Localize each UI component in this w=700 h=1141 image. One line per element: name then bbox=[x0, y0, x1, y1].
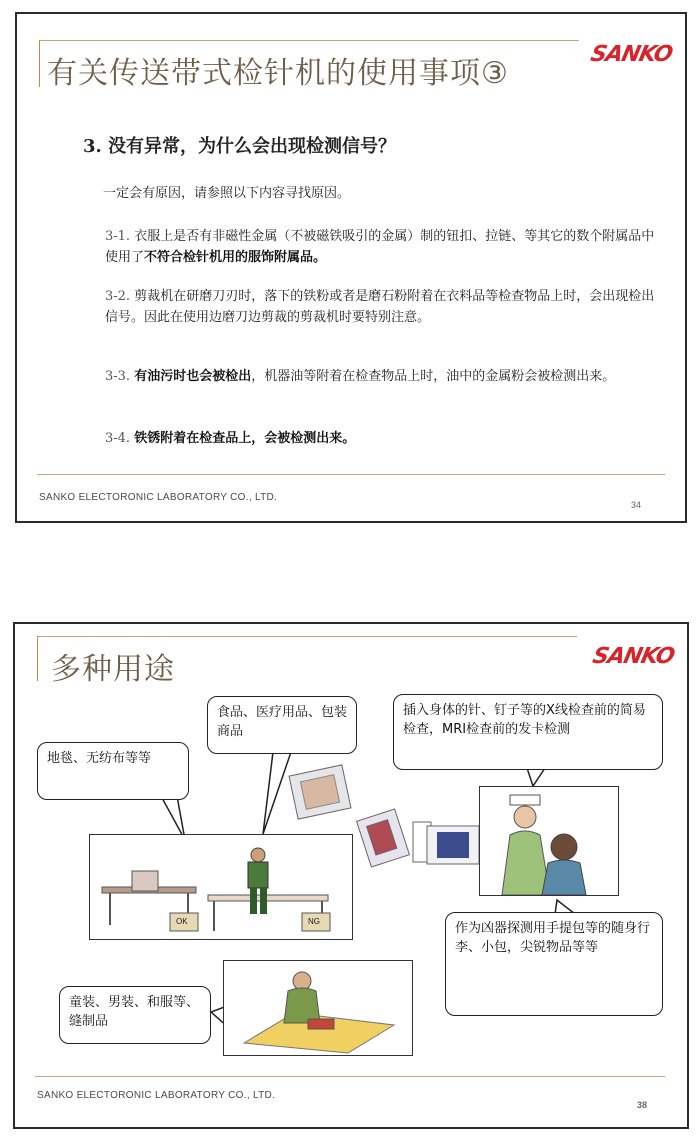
footer-rule bbox=[35, 1076, 665, 1077]
page-number: 38 bbox=[637, 1100, 648, 1110]
callout-carpet: 地毯、无纺布等等 bbox=[37, 742, 189, 800]
item-text: ，机器油等附着在检查物品上时，油中的金属粉会被检测出来。 bbox=[251, 369, 616, 384]
list-item bbox=[105, 428, 665, 449]
item-emphasis: 铁锈附着在检查品上，会被检测出来。 bbox=[134, 431, 356, 446]
page-number: 34 bbox=[631, 500, 642, 510]
callout-clothing: 童装、男装、和服等、缝制品 bbox=[59, 986, 211, 1044]
sanko-logo: SANKO bbox=[590, 644, 677, 669]
medical-check-illustration bbox=[479, 786, 619, 896]
footer-company: SANKO ELECTORONIC LABORATORY CO., LTD. bbox=[39, 492, 278, 503]
packaged-goods-icon bbox=[283, 764, 433, 884]
footer-company: SANKO ELECTORONIC LABORATORY CO., LTD. bbox=[37, 1090, 276, 1101]
item-number: 3-3. bbox=[105, 369, 131, 384]
sewing-worker-illustration bbox=[223, 960, 413, 1056]
callout-medical-xray: 插入身体的针、钉子等的X线检查前的简易检查，MRI检查前的发卡检测 bbox=[393, 694, 663, 770]
slide-title: 有关传送带式检针机的使用事项③ bbox=[47, 56, 509, 91]
seamstress-icon bbox=[224, 961, 413, 1056]
box-label-ng: NG bbox=[308, 917, 320, 926]
medical-package-icon bbox=[423, 820, 483, 870]
item-emphasis: 不符合检针机用的服饰附属品。 bbox=[144, 250, 327, 265]
item-text: 剪裁机在研磨刀刃时，落下的铁粉或者是磨石粉附着在衣料品等检查物品上时，会出现检出信号。因此在使用边磨刀边剪裁的剪裁机时要特别注意。 bbox=[105, 289, 655, 325]
item-text: 衣服上是否有非磁性金属（不被磁铁吸引的金属）制的钮扣、拉链、等其它的数个附属品中使用了 bbox=[105, 229, 655, 265]
box-label-ok: OK bbox=[176, 917, 188, 926]
list-item bbox=[105, 286, 665, 328]
title-rule bbox=[39, 40, 579, 41]
slide-title: 多种用途 bbox=[51, 652, 175, 687]
item-number: 3-2. bbox=[105, 289, 131, 304]
item-number: 3-1. bbox=[105, 229, 131, 244]
intro-text: 一定会有原因，请参照以下内容寻找原因。 bbox=[103, 186, 351, 201]
item-number: 3-4. bbox=[105, 431, 131, 446]
nurse-patient-icon bbox=[480, 787, 619, 896]
list-item bbox=[105, 226, 665, 268]
callout-security: 作为凶器探测用手提包等的随身行李、小包，尖锐物品等等 bbox=[445, 912, 663, 1016]
footer-rule bbox=[37, 474, 665, 475]
slide-various-uses bbox=[13, 622, 689, 1129]
question-heading: 3. 没有异常，为什么会出现检测信号？ bbox=[83, 136, 397, 157]
callout-food-medical: 食品、医疗用品、包装商品 bbox=[207, 696, 357, 754]
list-item bbox=[105, 366, 665, 387]
slide-usage-notes-3 bbox=[15, 12, 687, 523]
item-emphasis: 有油污时也会被检出 bbox=[134, 369, 252, 384]
sanko-logo: SANKO bbox=[588, 42, 675, 67]
